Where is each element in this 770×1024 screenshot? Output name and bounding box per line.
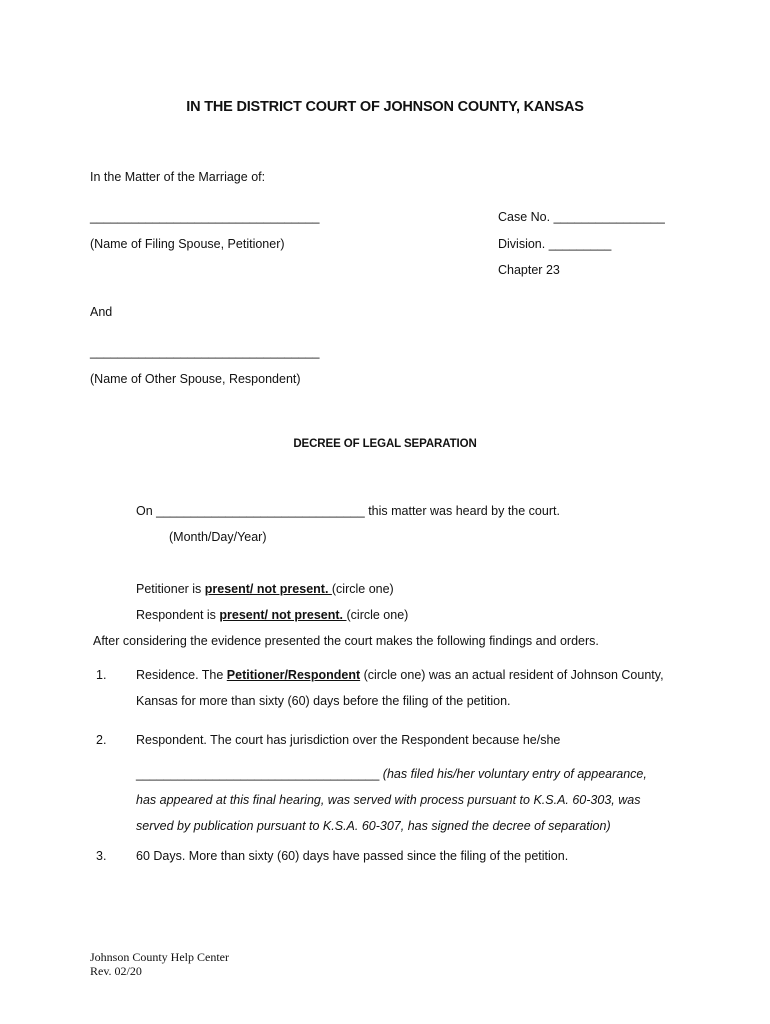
jurisdiction-options-3: served by publication pursuant to K.S.A. 60-307, has signed the decree of separation) <box>136 819 611 833</box>
petitioner-label: (Name of Filing Spouse, Petitioner) <box>90 237 285 251</box>
finding-number: 2. <box>96 733 107 747</box>
jurisdiction-options-2: has appeared at this final hearing, was served with process pursuant to K.S.A. 60-303, was <box>136 793 641 807</box>
petitioner-attendance-suffix: (circle one) <box>331 582 394 596</box>
matter-of-label: In the Matter of the Marriage of: <box>90 170 266 184</box>
petitioner-attendance-prefix: Petitioner is <box>136 582 205 596</box>
finding-respondent-line1: Respondent. The court has jurisdiction over the Respondent because he/she <box>136 733 561 747</box>
hearing-prefix: On <box>136 504 157 518</box>
hearing-suffix: this matter was heard by the court. <box>364 504 560 518</box>
respondent-attendance-prefix: Respondent is <box>136 608 220 622</box>
hearing-date-label: (Month/Day/Year) <box>169 530 267 544</box>
footer-organization: Johnson County Help Center <box>90 950 229 964</box>
hearing-line <box>136 503 560 519</box>
petitioner-name-blank[interactable]: _________________________________ <box>90 210 320 224</box>
finding-number: 3. <box>96 849 107 863</box>
chapter-label: Chapter 23 <box>498 263 560 277</box>
respondent-attendance-choice[interactable]: present/ not present. <box>219 608 347 622</box>
finding-residence-choice[interactable]: Petitioner/Respondent <box>226 668 361 682</box>
finding-number: 1. <box>96 668 107 682</box>
respondent-attendance-suffix: (circle one) <box>346 608 409 622</box>
finding-respondent-line2 <box>136 766 647 782</box>
respondent-attendance <box>136 607 408 623</box>
respondent-name-blank[interactable]: _________________________________ <box>90 345 320 359</box>
hearing-date-blank[interactable]: ______________________________ <box>156 504 365 518</box>
jurisdiction-basis-blank[interactable]: ___________________________________ <box>136 767 380 781</box>
court-title: IN THE DISTRICT COURT OF JOHNSON COUNTY, KANSAS <box>186 99 584 115</box>
and-label: And <box>90 305 113 319</box>
division-field[interactable]: Division. _________ <box>498 237 612 251</box>
finding-residence-line1 <box>136 667 664 683</box>
case-number-field[interactable]: Case No. ________________ <box>498 210 665 224</box>
finding-residence-line2: Kansas for more than sixty (60) days before the filing of the petition. <box>136 694 511 708</box>
footer-revision: Rev. 02/20 <box>90 964 142 978</box>
petitioner-attendance <box>136 581 394 597</box>
finding-residence-prefix: Residence. The <box>136 668 227 682</box>
finding-sixty-days: 60 Days. More than sixty (60) days have passed since the filing of the petition. <box>136 849 569 863</box>
decree-title: DECREE OF LEGAL SEPARATION <box>293 438 477 450</box>
finding-residence-suffix: (circle one) was an actual resident of Johnson County, <box>360 668 664 682</box>
respondent-label: (Name of Other Spouse, Respondent) <box>90 372 301 386</box>
findings-intro: After considering the evidence presented the court makes the following findings and orders. <box>93 634 599 648</box>
jurisdiction-options-1: (has filed his/her voluntary entry of appearance, <box>379 767 647 781</box>
petitioner-attendance-choice[interactable]: present/ not present. <box>204 582 332 596</box>
